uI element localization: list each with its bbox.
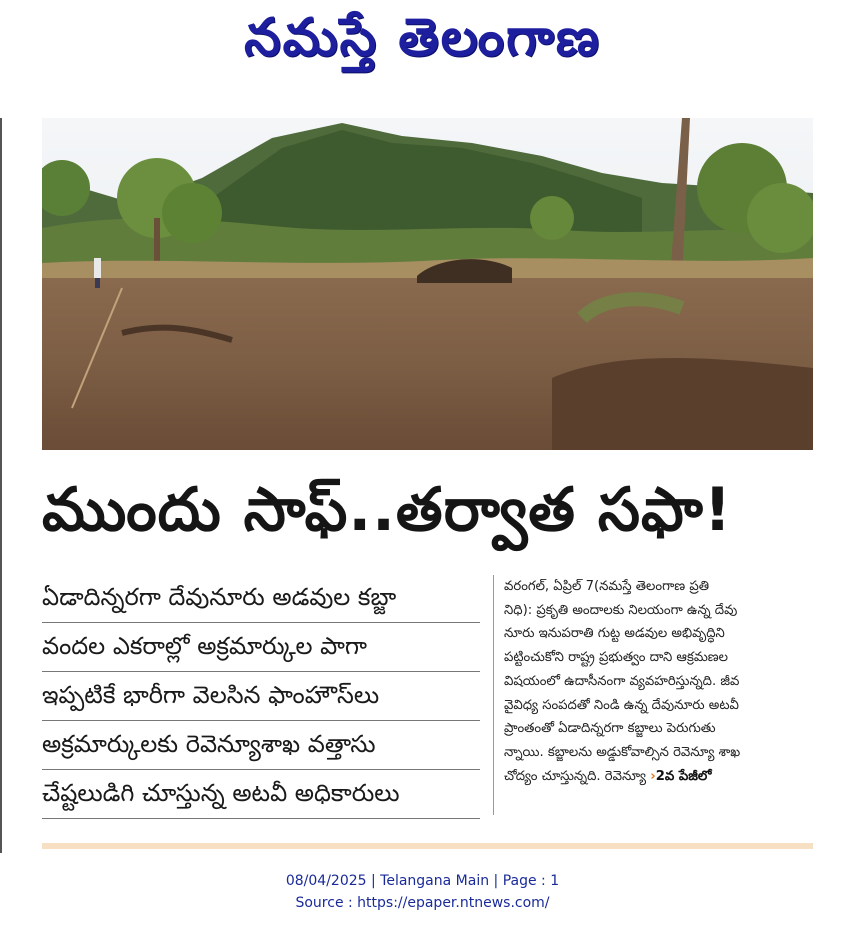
subheadline: ఏడాదిన్నరగా దేవునూరు అడవుల కబ్జా — [42, 575, 480, 623]
body-line-text: చోద్యం చూస్తున్నది. రెవెన్యూ — [504, 768, 647, 784]
body-line: న్నాయి. కబ్జాలను అడ్డుకోవాల్సిన రెవెన్యూ శాఖ — [504, 744, 741, 760]
body-line: వరంగల్, ఏప్రిల్ 7(నమస్తే తెలంగాణ ప్రతి — [504, 579, 710, 594]
column-divider — [493, 575, 494, 815]
subheadline: అక్రమార్కులకు రెవెన్యూశాఖ వత్తాసు — [42, 722, 480, 770]
landscape-photo-illustration — [42, 118, 813, 450]
body-line: ప్రాంతంతో ఏడాదిన్నరగా కబ్జాలు పెరుగుతు — [504, 721, 716, 737]
article-headline: ముందు సాఫ్..తర్వాత సఫా! — [42, 475, 733, 545]
subheadline: ఇప్పటికే భారీగా వెలసిన ఫాంహౌస్‌లు — [42, 673, 480, 721]
masthead — [0, 0, 845, 90]
page-border — [0, 118, 2, 853]
subheadline-list — [42, 575, 480, 820]
body-line: విషయంలో ఉదాసీనంగా వ్యవహరిస్తున్నది. జీవ — [504, 673, 740, 689]
body-line: నిధి): ప్రకృతి అందాలకు నిలయంగా ఉన్న దేవు — [504, 602, 738, 618]
subheadline: చేష్టలుడిగి చూస్తున్న అటవీ అధికారులు — [42, 771, 480, 819]
footer-date-page: 08/04/2025 | Telangana Main | Page : 1 — [285, 873, 560, 889]
continued-label: 2వ పేజీలో — [655, 768, 712, 784]
article-body — [504, 575, 814, 788]
page-footer — [0, 870, 845, 914]
body-line: పట్టించుకోని రాష్ట్ర ప్రభుత్వం దాని ఆక్రమణల — [504, 650, 729, 666]
body-line: వైవిధ్య సంపదతో నిండి ఉన్న దేవునూరు అటవీ — [504, 697, 739, 713]
footer-source[interactable]: Source : https://epaper.ntnews.com/ — [295, 895, 550, 911]
body-line: నూరు ఇనుపరాతి గుట్ట అడవుల అభివృద్ధిని — [504, 626, 725, 642]
continued-link[interactable] — [650, 769, 711, 784]
newspaper-title: నమస్తే తెలంగాణ — [244, 8, 601, 68]
chevron-right-icon: › — [650, 768, 656, 784]
article-bottom-band — [42, 843, 813, 849]
article-photo — [42, 118, 813, 450]
body-last-line — [504, 765, 814, 789]
subheadline: వందల ఎకరాల్లో అక్రమార్కుల పాగా — [42, 624, 480, 672]
